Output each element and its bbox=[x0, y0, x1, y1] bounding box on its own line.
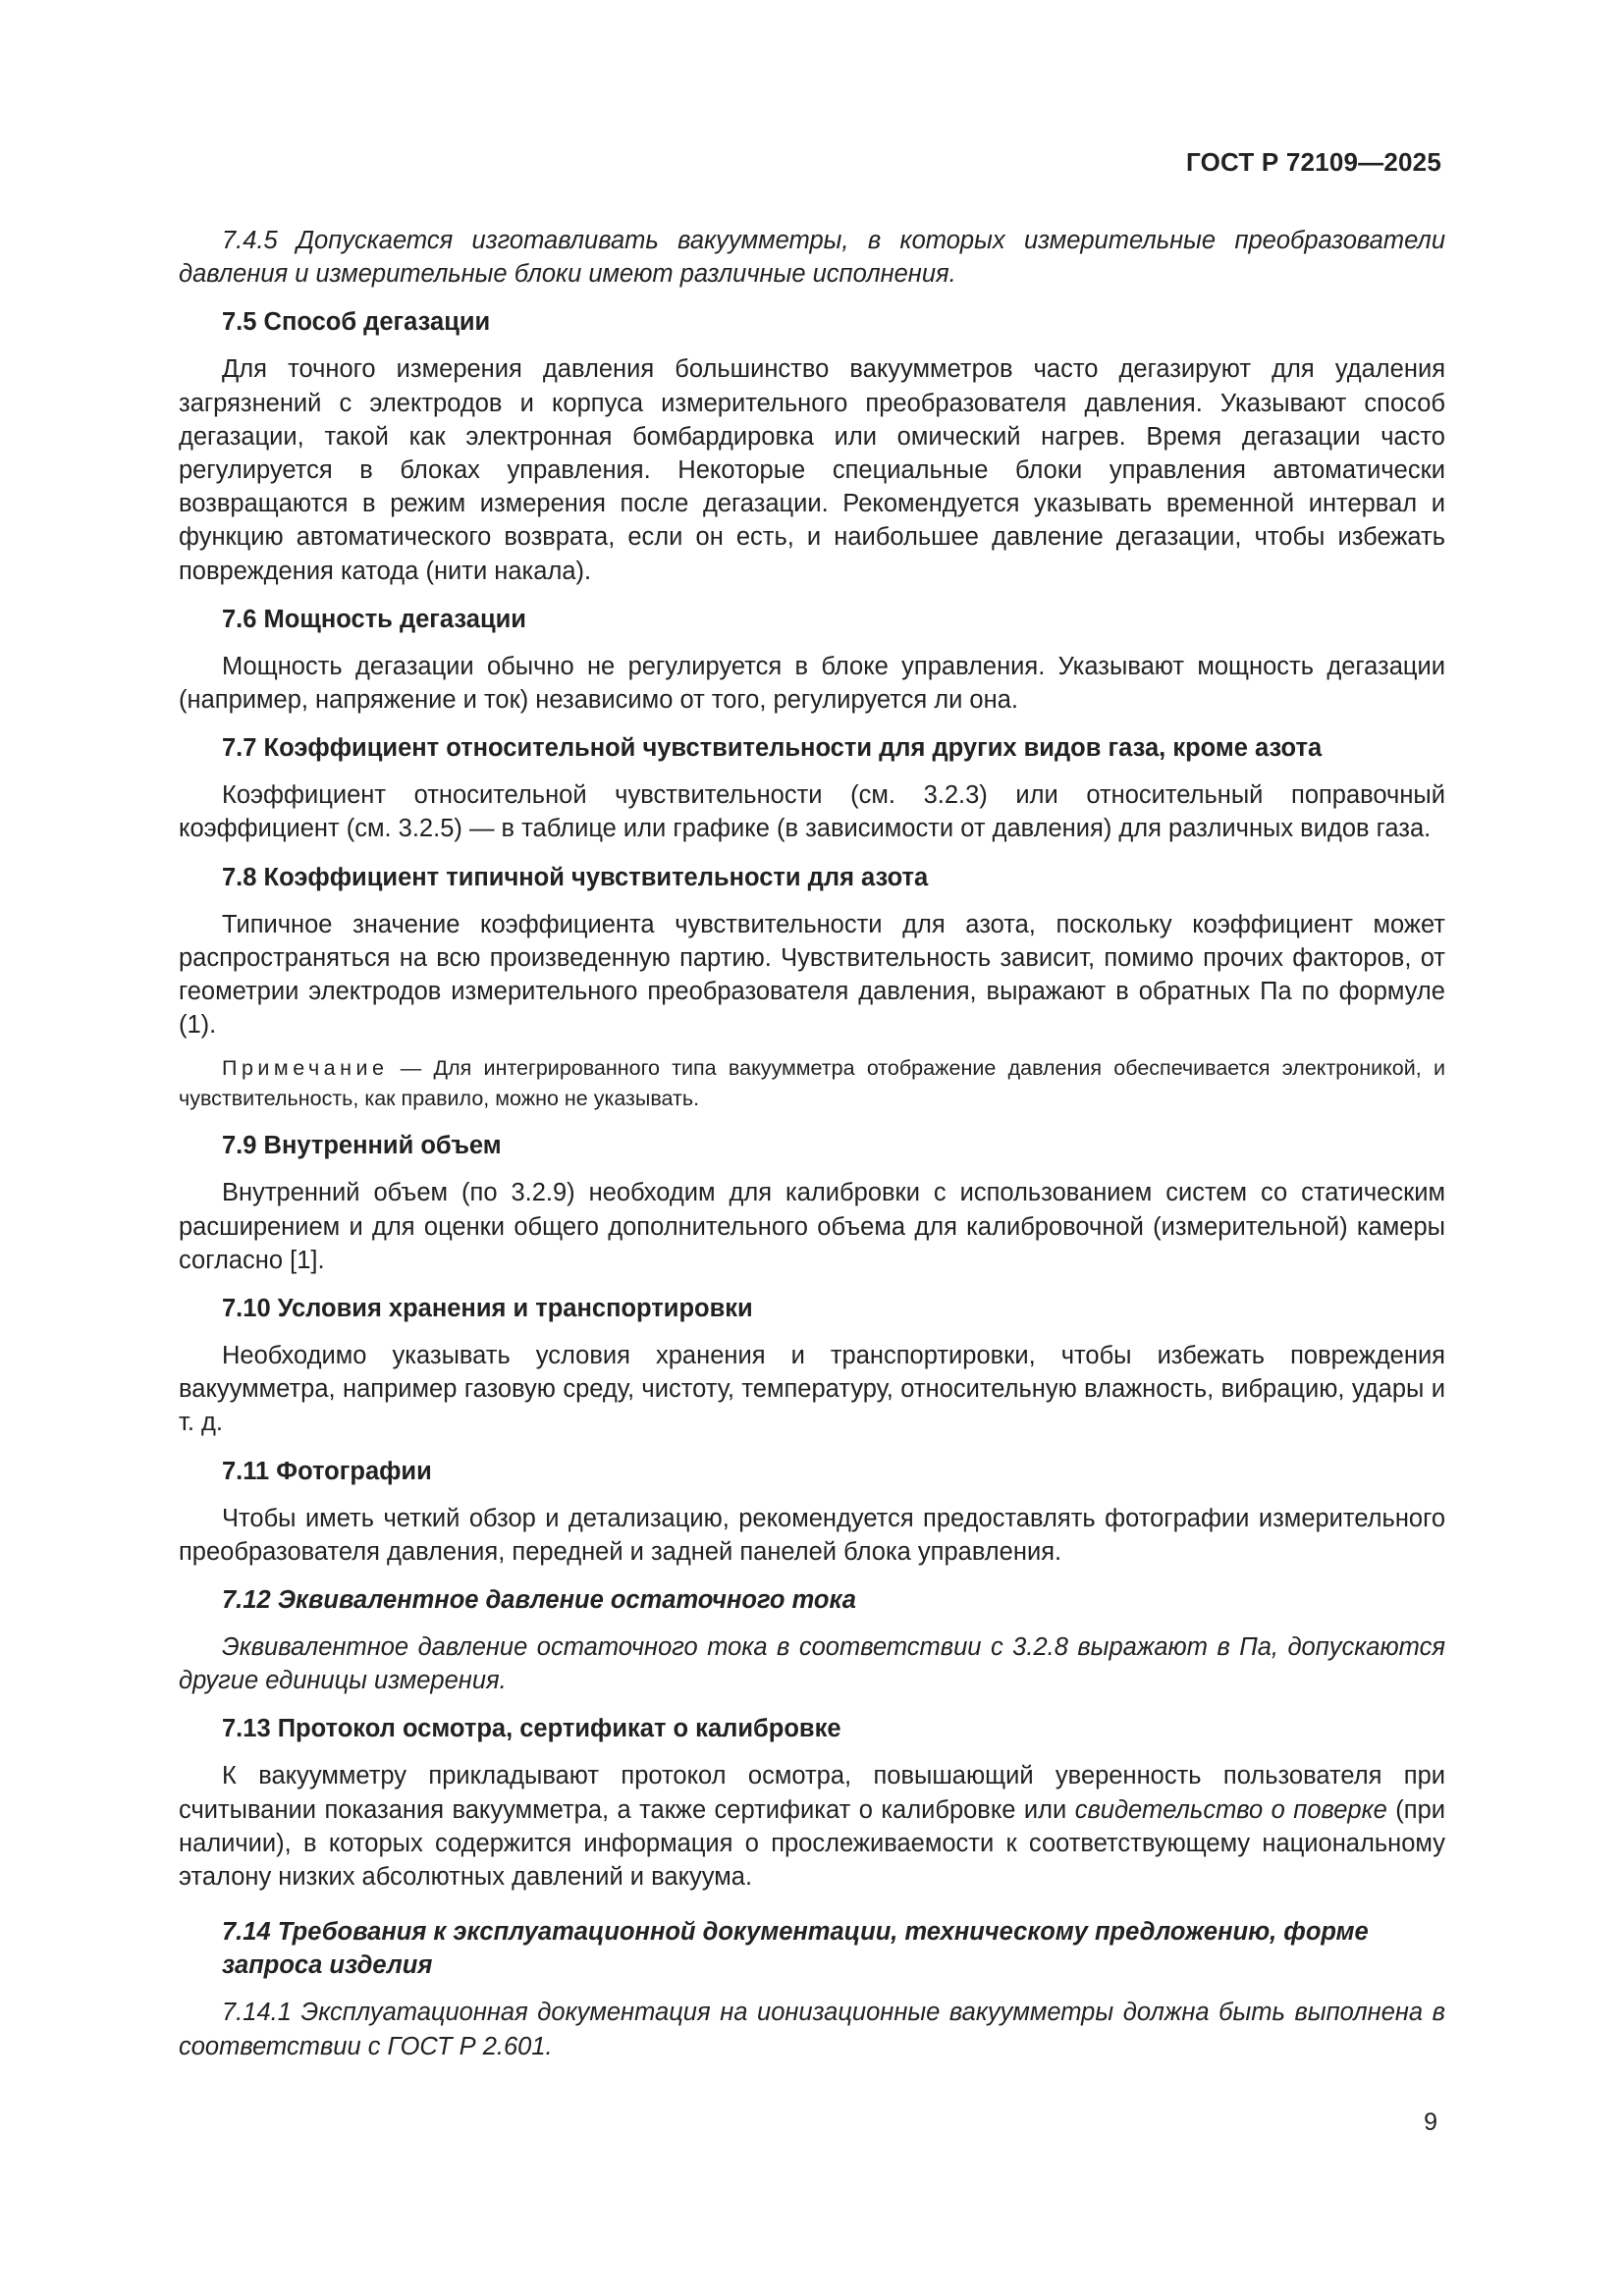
section-heading-7-8: 7.8 Коэффициент типичной чувствительности для азота bbox=[222, 863, 929, 891]
section-text-7-7: Коэффициент относительной чувствительности (см. 3.2.3) или относительный поправочный коэффициент (см. 3.2.5) — в таблице или графике (в зависимости от давления) для различных видов газа. bbox=[179, 781, 1445, 843]
clause-7-4-5: 7.4.5 Допускается изготавливать вакуумметры, в которых измерительные преобразователи давления и измерительные блоки имеют различные исполнения. bbox=[179, 227, 1445, 289]
document-body bbox=[179, 224, 1445, 2063]
section-text-7-12: Эквивалентное давление остаточного тока в соответствии с 3.2.8 выражают в Па, допускаются другие единицы измерения. bbox=[179, 1633, 1445, 1695]
note-label: Примечание bbox=[222, 1056, 389, 1081]
page-number: 9 bbox=[1424, 2109, 1437, 2136]
section-text-7-13-part2: (при наличии), в которых содержится информация о прослеживаемости к соответствующему национальному эталону низких абсолютных давлений и вакуума. bbox=[179, 1795, 1446, 1892]
section-text-7-6: Мощность дегазации обычно не регулируется в блоке управления. Указывают мощность дегазации (например, напряжение и ток) независимо от того, регулируется ли она. bbox=[179, 652, 1445, 715]
section-heading-7-5: 7.5 Способ дегазации bbox=[222, 308, 491, 337]
section-text-7-11: Чтобы иметь четкий обзор и детализацию, рекомендуется предоставлять фотографии измерительного преобразователя давления, передней и задней панелей блока управления. bbox=[179, 1504, 1445, 1566]
section-heading-7-10: 7.10 Условия хранения и транспортировки bbox=[222, 1295, 753, 1323]
section-heading-7-11: 7.11 Фотографии bbox=[222, 1457, 432, 1485]
section-text-7-10: Необходимо указывать условия хранения и транспортировки, чтобы избежать повреждения вакуумметра, например газовую среду, чистоту, температуру, относительную влажность, вибрацию, удары и т. д. bbox=[179, 1342, 1445, 1437]
section-heading-7-9: 7.9 Внутренний объем bbox=[222, 1132, 502, 1160]
section-heading-7-13: 7.13 Протокол осмотра, сертификат о калибровке bbox=[222, 1715, 841, 1743]
clause-7-14-1: 7.14.1 Эксплуатационная документация на ионизационные вакуумметры должна быть выполнена в соответствии с ГОСТ Р 2.601. bbox=[179, 1999, 1445, 2060]
section-text-7-9: Внутренний объем (по 3.2.9) необходим для калибровки с использованием систем со статическим расширением и для оценки общего дополнительного объема для калибровочной (измерительной) камеры согласно [1]. bbox=[179, 1179, 1445, 1274]
section-heading-7-6: 7.6 Мощность дегазации bbox=[222, 605, 526, 633]
note-text: — Для интегрированного типа вакуумметра отображение давления обеспечивается электроникой, и чувствительность, как правило, можно не указывать. bbox=[179, 1056, 1445, 1111]
section-text-7-8: Типичное значение коэффициента чувствительности для азота, поскольку коэффициент может распространяться на всю произведенную партию. Чувствительность зависит, помимо прочих факторов, от геометрии электродов измерительного преобразователя давления, выражают в обратных Па по формуле (1). bbox=[179, 910, 1445, 1040]
section-text-7-13-part1: К вакуумметру прикладывают протокол осмотра, повышающий уверенность пользователя при считывании показания вакуумметра, а также сертификат о калибровке или bbox=[179, 1762, 1445, 1824]
section-heading-7-7: 7.7 Коэффициент относительной чувствительности для других видов газа, кроме азота bbox=[222, 734, 1323, 763]
section-text-7-13-italic: свидетельство о поверке bbox=[1074, 1795, 1387, 1824]
note-7-8 bbox=[179, 1053, 1445, 1114]
section-heading-7-12: 7.12 Эквивалентное давление остаточного тока bbox=[222, 1586, 856, 1615]
document-header: ГОСТ Р 72109—2025 bbox=[1186, 147, 1441, 177]
section-text-7-5: Для точного измерения давления большинство вакуумметров часто дегазируют для удаления загрязнений с электродов и корпуса измерительного преобразователя давления. Указывают способ дегазации, такой как электронная бомбардировка или омический нагрев. Время дегазации часто регулируется в блоках управления. Некоторые специальные блоки управления автоматически возвращаются в режим измерения после дегазации. Рекомендуется указывать временной интервал и функцию автоматического возврата, если он есть, и наибольшее давление дегазации, чтобы избежать повреждения катода (нити накала). bbox=[179, 355, 1445, 585]
section-text-7-13 bbox=[179, 1759, 1445, 1894]
section-heading-7-14: 7.14 Требования к эксплуатационной документации, техническому предложению, форме запроса изделия bbox=[222, 1918, 1369, 1980]
